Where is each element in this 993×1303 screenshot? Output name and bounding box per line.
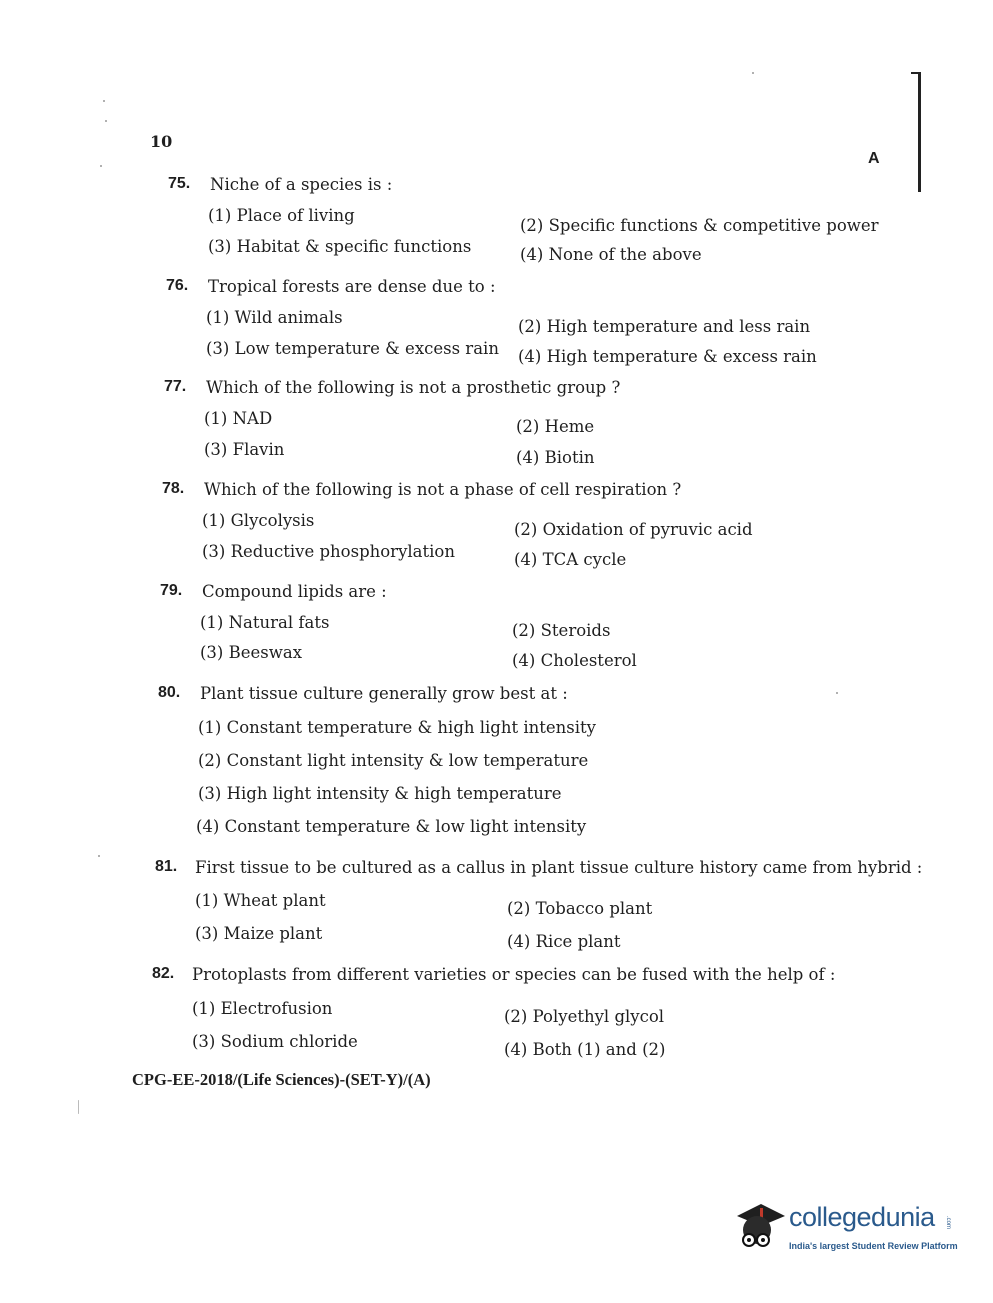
option-2: (2) Heme	[516, 417, 595, 436]
option-4: (4) Rice plant	[507, 932, 621, 951]
question-text: Tropical forests are dense due to :	[208, 277, 496, 296]
question-number: 77.	[164, 378, 187, 395]
option-4: (4) None of the above	[520, 245, 702, 264]
option-3: (3) High light intensity & high temperature	[198, 784, 562, 803]
option-2: (2) Polyethyl glycol	[504, 1007, 665, 1026]
question-number: 80.	[158, 684, 181, 701]
question-text: First tissue to be cultured as a callus in plant tissue culture history came from hybrid :	[195, 858, 923, 877]
question-79	[160, 582, 880, 674]
option-1: (1) Natural fats	[200, 613, 330, 632]
question-text: Protoplasts from different varieties or species can be fused with the help of :	[192, 965, 836, 984]
option-4: (4) Both (1) and (2)	[504, 1040, 666, 1059]
question-77	[164, 378, 884, 470]
exam-code-footer: CPG-EE-2018/(Life Sciences)-(SET-Y)/(A)	[132, 1070, 431, 1089]
mascot-icon	[727, 1196, 789, 1258]
set-letter: A	[868, 150, 880, 167]
option-1: (1) NAD	[204, 409, 273, 428]
option-1: (1) Glycolysis	[202, 511, 315, 530]
option-3: (3) Sodium chloride	[192, 1032, 358, 1051]
option-1: (1) Electrofusion	[192, 999, 333, 1018]
option-1: (1) Wheat plant	[195, 891, 326, 910]
option-3: (3) Habitat & specific functions	[208, 237, 472, 256]
brand-name: collegedunia	[789, 1202, 935, 1232]
scan-speck	[100, 165, 102, 167]
question-75	[168, 175, 888, 265]
question-number: 79.	[160, 582, 183, 599]
option-2: (2) Specific functions & competitive power	[520, 216, 879, 235]
question-78	[162, 480, 882, 572]
scan-speck	[105, 120, 107, 122]
brand-suffix: .com	[945, 1216, 951, 1230]
question-text: Compound lipids are :	[202, 582, 387, 601]
option-2: (2) Oxidation of pyruvic acid	[514, 520, 753, 539]
option-4: (4) High temperature & excess rain	[518, 347, 817, 366]
option-3: (3) Low temperature & excess rain	[206, 339, 499, 358]
page-number: 10	[150, 132, 173, 151]
option-2: (2) Constant light intensity & low temperature	[198, 751, 589, 770]
question-76	[166, 277, 886, 369]
option-2: (2) Steroids	[512, 621, 611, 640]
question-number: 81.	[155, 858, 178, 875]
question-number: 82.	[152, 965, 175, 982]
question-80	[158, 684, 878, 844]
scan-speck	[752, 72, 754, 74]
question-text: Niche of a species is :	[210, 175, 393, 194]
collegedunia-watermark	[727, 1196, 957, 1268]
option-3: (3) Flavin	[204, 440, 285, 459]
question-text: Which of the following is not a prosthetic group ?	[206, 378, 621, 397]
question-number: 76.	[166, 277, 189, 294]
page-edge-line	[918, 72, 921, 192]
question-82	[152, 965, 872, 1057]
option-4: (4) Constant temperature & low light intensity	[196, 817, 587, 836]
scan-speck	[103, 100, 105, 102]
page-edge-tick	[911, 72, 921, 74]
option-4: (4) TCA cycle	[514, 550, 627, 569]
option-1: (1) Constant temperature & high light intensity	[198, 718, 596, 737]
option-4: (4) Biotin	[516, 448, 595, 467]
option-4: (4) Cholesterol	[512, 651, 637, 670]
question-number: 75.	[168, 175, 191, 192]
option-2: (2) Tobacco plant	[507, 899, 653, 918]
brand-tagline: India's largest Student Review Platform	[789, 1241, 958, 1251]
question-text: Which of the following is not a phase of cell respiration ?	[204, 480, 682, 499]
scan-speck	[836, 692, 838, 694]
scan-speck	[78, 1100, 79, 1114]
scan-speck	[98, 855, 100, 857]
question-81	[155, 858, 923, 951]
option-3: (3) Maize plant	[195, 924, 323, 943]
option-1: (1) Place of living	[208, 206, 355, 225]
option-1: (1) Wild animals	[206, 308, 343, 327]
option-2: (2) High temperature and less rain	[518, 317, 811, 336]
option-3: (3) Beeswax	[200, 643, 303, 662]
question-number: 78.	[162, 480, 185, 497]
option-3: (3) Reductive phosphorylation	[202, 542, 455, 561]
question-text: Plant tissue culture generally grow best at :	[200, 684, 568, 703]
